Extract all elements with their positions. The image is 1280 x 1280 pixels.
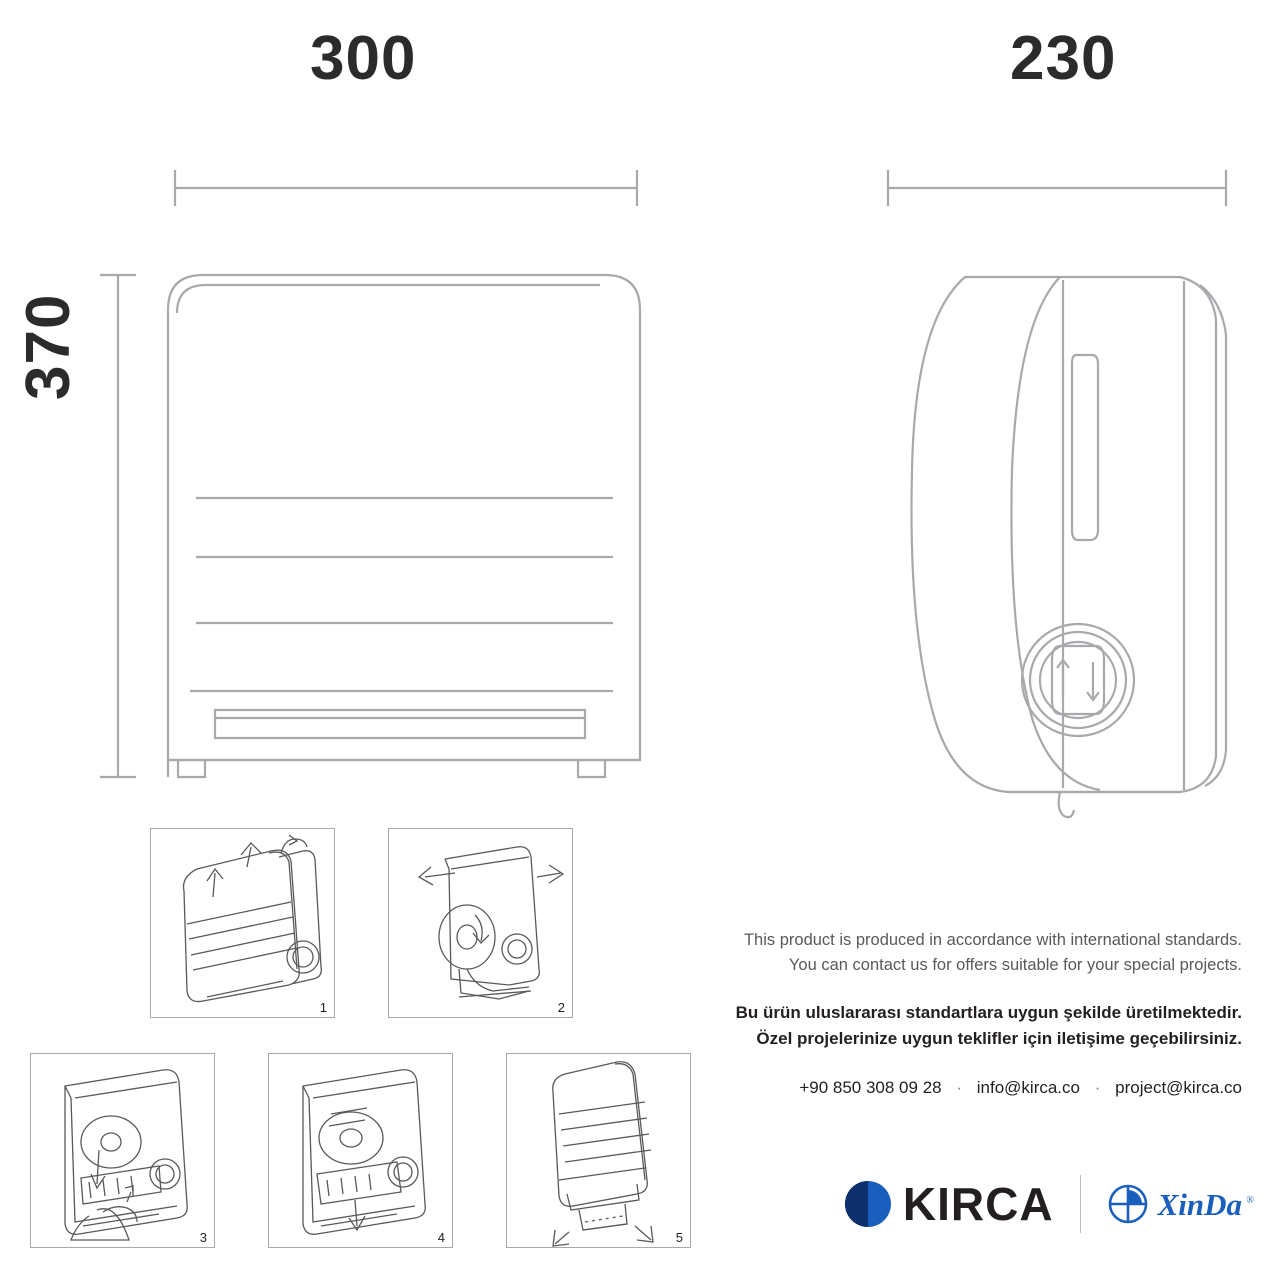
step-panel-5 xyxy=(506,1053,691,1248)
dimension-depth-label: 230 xyxy=(1010,24,1117,93)
xinda-wordmark-text: XinDa xyxy=(1157,1186,1242,1222)
logo-row xyxy=(845,1175,1254,1233)
xinda-globe-icon xyxy=(1107,1183,1149,1225)
info-english-line2: You can contact us for offers suitable for your special projects. xyxy=(788,956,1242,974)
contact-project-email[interactable]: project@kirca.co xyxy=(1115,1078,1242,1097)
step-illustration-2 xyxy=(389,829,572,1017)
step-number-4: 4 xyxy=(437,1230,445,1245)
xinda-wordmark xyxy=(1157,1186,1254,1222)
step-number-1: 1 xyxy=(319,1000,327,1015)
info-english xyxy=(702,928,1242,978)
kirca-wordmark: KIRCA xyxy=(902,1178,1054,1230)
step-panel-2 xyxy=(388,828,573,1018)
step-panel-3 xyxy=(30,1053,215,1248)
contact-row xyxy=(702,1078,1242,1098)
step-illustration-5 xyxy=(507,1054,690,1247)
contact-separator-2: · xyxy=(1094,1078,1101,1097)
front-view-dispenser xyxy=(0,70,700,890)
info-block xyxy=(702,928,1242,1098)
step-panel-4 xyxy=(268,1053,453,1248)
side-view-dispenser xyxy=(760,70,1280,890)
xinda-registered-mark: ® xyxy=(1246,1194,1254,1206)
info-turkish-line2: Özel projelerinize uygun teklifler için iletişime geçebilirsiniz. xyxy=(756,1029,1242,1048)
dimension-width-label: 300 xyxy=(310,24,417,93)
logo-divider xyxy=(1080,1175,1081,1233)
kirca-logo xyxy=(845,1178,1054,1230)
step-number-5: 5 xyxy=(675,1230,683,1245)
step-illustration-3 xyxy=(31,1054,214,1247)
contact-email[interactable]: info@kirca.co xyxy=(976,1078,1080,1097)
step-number-3: 3 xyxy=(199,1230,207,1245)
xinda-logo xyxy=(1107,1183,1254,1225)
kirca-circle-icon xyxy=(845,1181,891,1227)
info-turkish-line1: Bu ürün uluslararası standartlara uygun şekilde üretilmektedir. xyxy=(735,1003,1242,1022)
info-english-line1: This product is produced in accordance with international standards. xyxy=(743,931,1242,949)
contact-phone[interactable]: +90 850 308 09 28 xyxy=(799,1078,942,1097)
dimension-height-label: 370 xyxy=(14,293,83,400)
step-illustration-1 xyxy=(151,829,334,1017)
step-illustration-4 xyxy=(269,1054,452,1247)
info-turkish xyxy=(702,1000,1242,1052)
contact-separator-1: · xyxy=(956,1078,963,1097)
step-panel-1 xyxy=(150,828,335,1018)
step-number-2: 2 xyxy=(557,1000,565,1015)
